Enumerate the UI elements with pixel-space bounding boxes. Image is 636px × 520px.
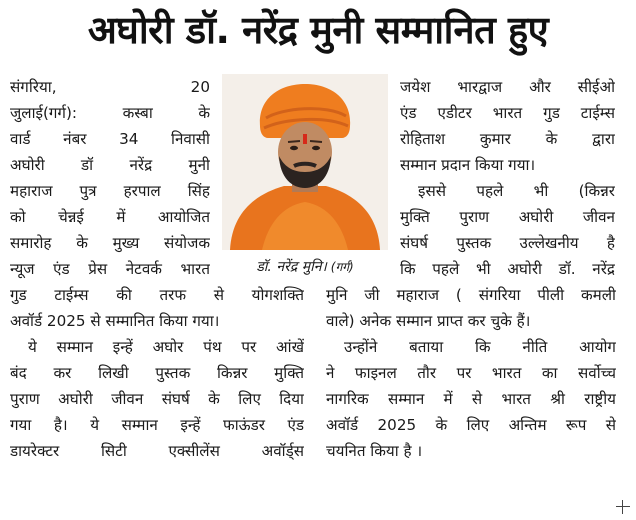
text-line: न्यूज एंड प्रेस नेटवर्क भारत	[10, 260, 210, 278]
text-line: जयेश भारद्वाज और सीईओ	[400, 78, 615, 96]
right-column-top	[400, 74, 615, 282]
text-line: को चेन्नई में आयोजित	[10, 208, 210, 226]
text-line: वार्ड नंबर 34 निवासी	[10, 130, 210, 148]
text-line: उन्होंने बताया कि नीति आयोग	[344, 338, 616, 356]
text-line: जुलाई(गर्ग): कस्बा के	[10, 104, 210, 122]
text-line: ये सम्मान इन्हें अघोर पंथ पर आंखें	[28, 338, 304, 356]
portrait-image	[222, 74, 388, 250]
crop-mark-icon	[616, 500, 630, 514]
text-line: डायरेक्टर सिटी एक्सीलेंस अवॉर्ड्स	[10, 442, 304, 460]
text-line: सम्मान प्रदान किया गया।	[400, 156, 536, 174]
text-line: समारोह के मुख्य संयोजक	[10, 234, 210, 252]
photo-caption	[222, 256, 388, 278]
text-line: वाले) अनेक सम्मान प्राप्त कर चुके हैं।	[326, 312, 531, 330]
right-column-bottom	[326, 282, 616, 464]
text-line: संघर्ष पुस्तक उल्लेखनीय है	[400, 234, 615, 252]
text-line: अवॉर्ड 2025 से सम्मानित किया गया।	[10, 312, 220, 330]
text-line: संगरिया, 20	[10, 78, 210, 96]
text-line: मुनि जी महाराज ( संगरिया पीली कमली	[326, 286, 616, 304]
text-line: बंद कर लिखी पुस्तक किन्नर मुक्ति	[10, 364, 304, 382]
text-line: ने फाइनल तौर पर भारत का सर्वोच्च	[326, 364, 616, 382]
text-line: गुड टाईम्स की तरफ से योगशक्ति	[10, 286, 304, 304]
text-line: इससे पहले भी (किन्नर	[418, 182, 615, 200]
text-line: एंड एडीटर भारत गुड टाईम्स	[400, 104, 615, 122]
left-column-top	[10, 74, 210, 282]
text-line: अघोरी डॉ नरेंद्र मुनी	[10, 156, 210, 174]
text-line: चयनित किया है ।	[326, 442, 423, 460]
headline: अघोरी डॉ. नरेंद्र मुनी सम्मानित हुए	[87, 8, 549, 52]
caption-credit: (गर्ग)	[330, 260, 354, 274]
left-column-bottom	[10, 282, 304, 464]
text-line: पुराण अघोरी जीवन संघर्ष के लिए दिया	[10, 390, 304, 408]
text-line: अवॉर्ड 2025 के लिए अन्तिम रूप से	[326, 416, 616, 434]
text-line: महाराज पुत्र हरपाल सिंह	[10, 182, 210, 200]
text-line: नागरिक सम्मान में से भारत श्री राष्ट्रीय	[326, 390, 616, 408]
text-line: मुक्ति पुराण अघोरी जीवन	[400, 208, 615, 226]
caption-text: डॉ. नरेंद्र मुनि।	[256, 259, 327, 275]
text-line: कि पहले भी अघोरी डॉ. नरेंद्र	[400, 260, 615, 278]
text-line: गया है। ये सम्मान इन्हें फाऊंडर एंड	[10, 416, 304, 434]
news-photo	[222, 74, 388, 250]
text-line: रोहिताश कुमार के द्वारा	[400, 130, 615, 148]
